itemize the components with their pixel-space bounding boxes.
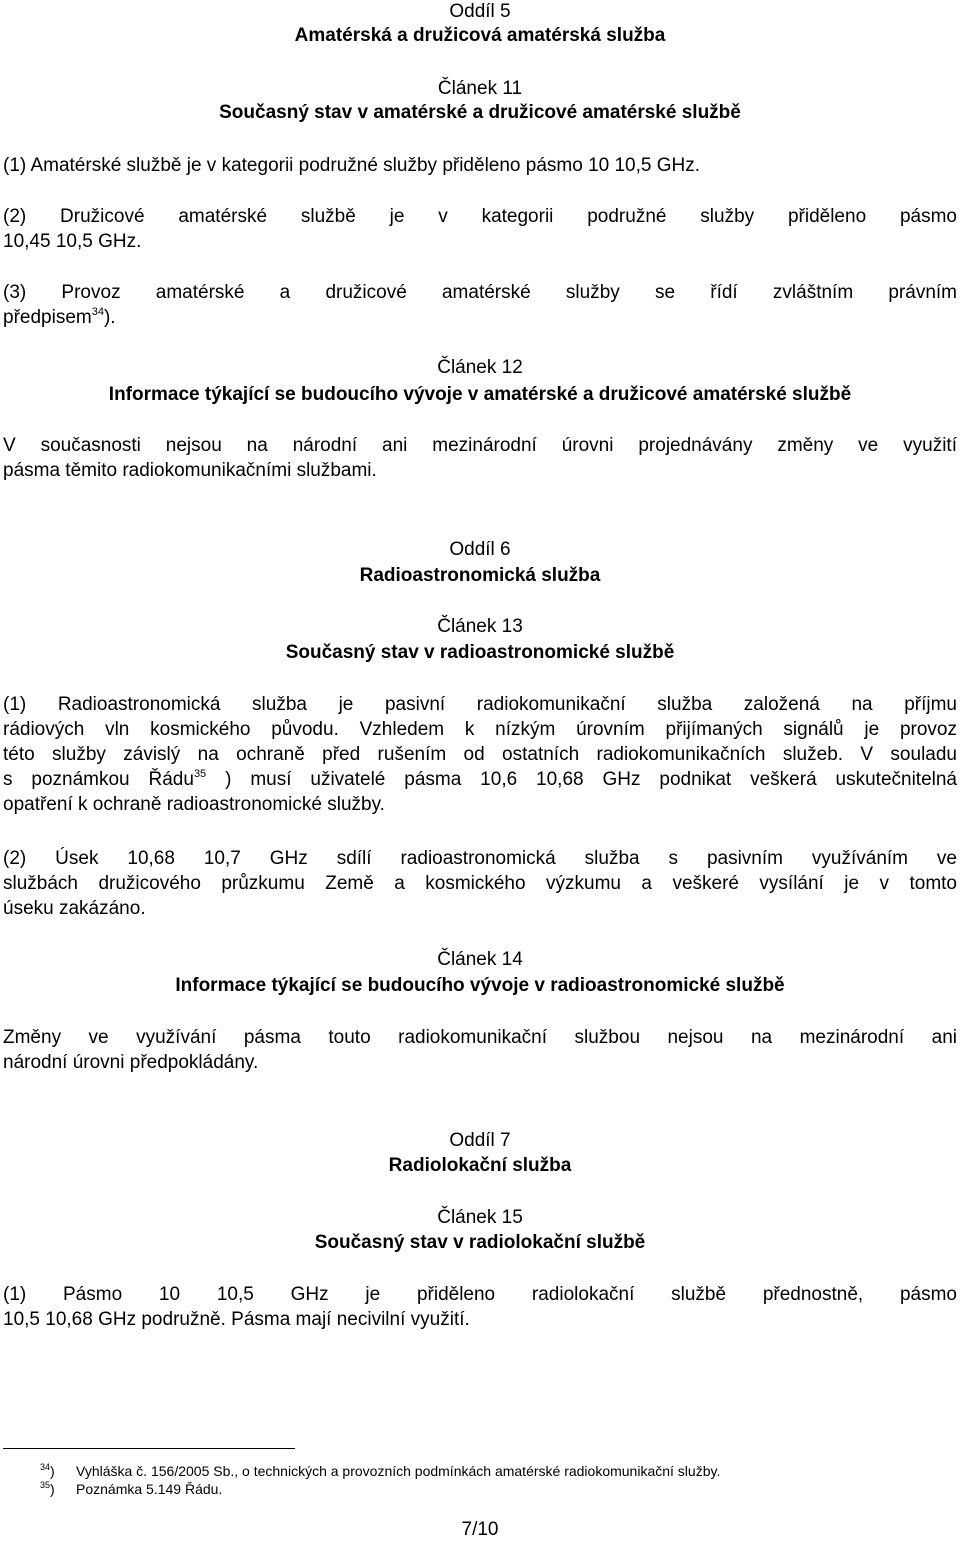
footnote-ref: 34 [91,306,104,318]
paragraph-line [3,305,957,330]
paragraph-line: službách družicového průzkumu Země a kosmického výzkumu a veškeré vysílání je v tomto [3,873,957,894]
paragraph-line: rádiových vln kosmického původu. Vzhledem k nízkým úrovním přijímaných signálů je provoz [3,719,957,740]
article-title: Současný stav v radiolokační službě [314,1232,646,1253]
text-run: předpisem [3,307,92,328]
footnote-ref: 35 [193,768,207,780]
paragraph-line: opatření k ochraně radioastronomické služby. [3,794,385,815]
article-label: Článek 11 [437,78,523,99]
page-number: 7/10 [461,1519,499,1540]
paragraph [3,846,957,921]
paragraph-line: (1) Pásmo 10 10,5 GHz je přiděleno radiolokační službě přednostně, pásmo [3,1284,957,1305]
paragraph-line: (2) Úsek 10,68 10,7 GHz sdílí radioastronomická služba s pasivním využíváním ve [3,848,957,869]
paragraph-line: (1) Amatérské službě je v kategorii podružné služby přiděleno pásmo 10 10,5 GHz. [3,155,701,176]
footnote-bracket: ) [50,1463,55,1479]
footnote [40,1462,720,1480]
paragraph-line: 10,5 10,68 GHz podružně. Pásma mají necivilní využití. [3,1309,470,1330]
paragraph [3,433,957,483]
section-label: Oddíl 6 [449,539,511,560]
paragraph-line: Změny ve využívání pásma touto radiokomunikační službou nejsou na mezinárodní ani [3,1027,957,1048]
footnote-number: 34 [40,1462,51,1472]
footnote [40,1480,222,1498]
footnote-marker [40,1480,76,1498]
paragraph [3,1025,957,1075]
paragraph-line: úseku zakázáno. [3,898,146,919]
section-label: Oddíl 7 [449,1130,511,1151]
article-label: Článek 14 [437,949,523,970]
footnote-number: 35 [40,1480,51,1490]
paragraph-line: (3) Provoz amatérské a družicové amatérské služby se řídí zvláštním právním [3,282,957,303]
article-title: Informace týkající se budoucího vývoje v radioastronomické službě [175,975,785,996]
article-title: Současný stav v radioastronomické službě [285,642,675,663]
text-run: s poznámkou Řádu [3,769,194,790]
paragraph-line: (1) Radioastronomická služba je pasivní radiokomunikační služba založená na příjmu [3,694,957,715]
article-title: Současný stav v amatérské a družicové amatérské službě [219,102,741,123]
article-label: Článek 12 [437,357,523,378]
paragraph-line: národní úrovni předpokládány. [3,1052,259,1073]
paragraph [3,153,957,178]
footnote-divider [3,1448,295,1449]
article-title: Informace týkající se budoucího vývoje v amatérské a družicové amatérské službě [108,384,852,405]
text-run: ). [103,307,116,328]
section-label: Oddíl 5 [449,1,511,22]
article-label: Článek 13 [437,616,523,637]
paragraph-line: V současnosti nejsou na národní ani mezinárodní úrovni projednávány změny ve využití [3,435,957,456]
footnote-marker [40,1462,76,1480]
paragraph-line: pásma těmito radiokomunikačními službami. [3,460,377,481]
section-title: Amatérská a družicová amatérská služba [294,25,666,46]
paragraph-line: 10,45 10,5 GHz. [3,231,142,252]
paragraph-line: této služby závislý na ochraně před rušením od ostatních radiokomunikačních služeb. V souladu [3,744,957,765]
paragraph [3,1282,957,1332]
section-title: Radioastronomická služba [359,565,601,586]
paragraph-line [3,767,957,792]
paragraph [3,280,957,330]
paragraph-line: (2) Družicové amatérské službě je v kategorii podružné služby přiděleno pásmo [3,206,957,227]
text-run: ) musí uživatelé pásma 10,6 10,68 GHz podnikat veškerá uskutečnitelná [225,769,957,790]
article-label: Článek 15 [437,1207,523,1228]
footnote-text: Vyhláška č. 156/2005 Sb., o technických a provozních podmínkách amatérské radiokomunikační služby. [76,1463,721,1479]
paragraph [3,204,957,254]
section-title: Radiolokační služba [388,1155,572,1176]
paragraph [3,692,957,817]
footnote-text: Poznámka 5.149 Řádu. [76,1481,223,1497]
footnote-bracket: ) [50,1481,55,1497]
